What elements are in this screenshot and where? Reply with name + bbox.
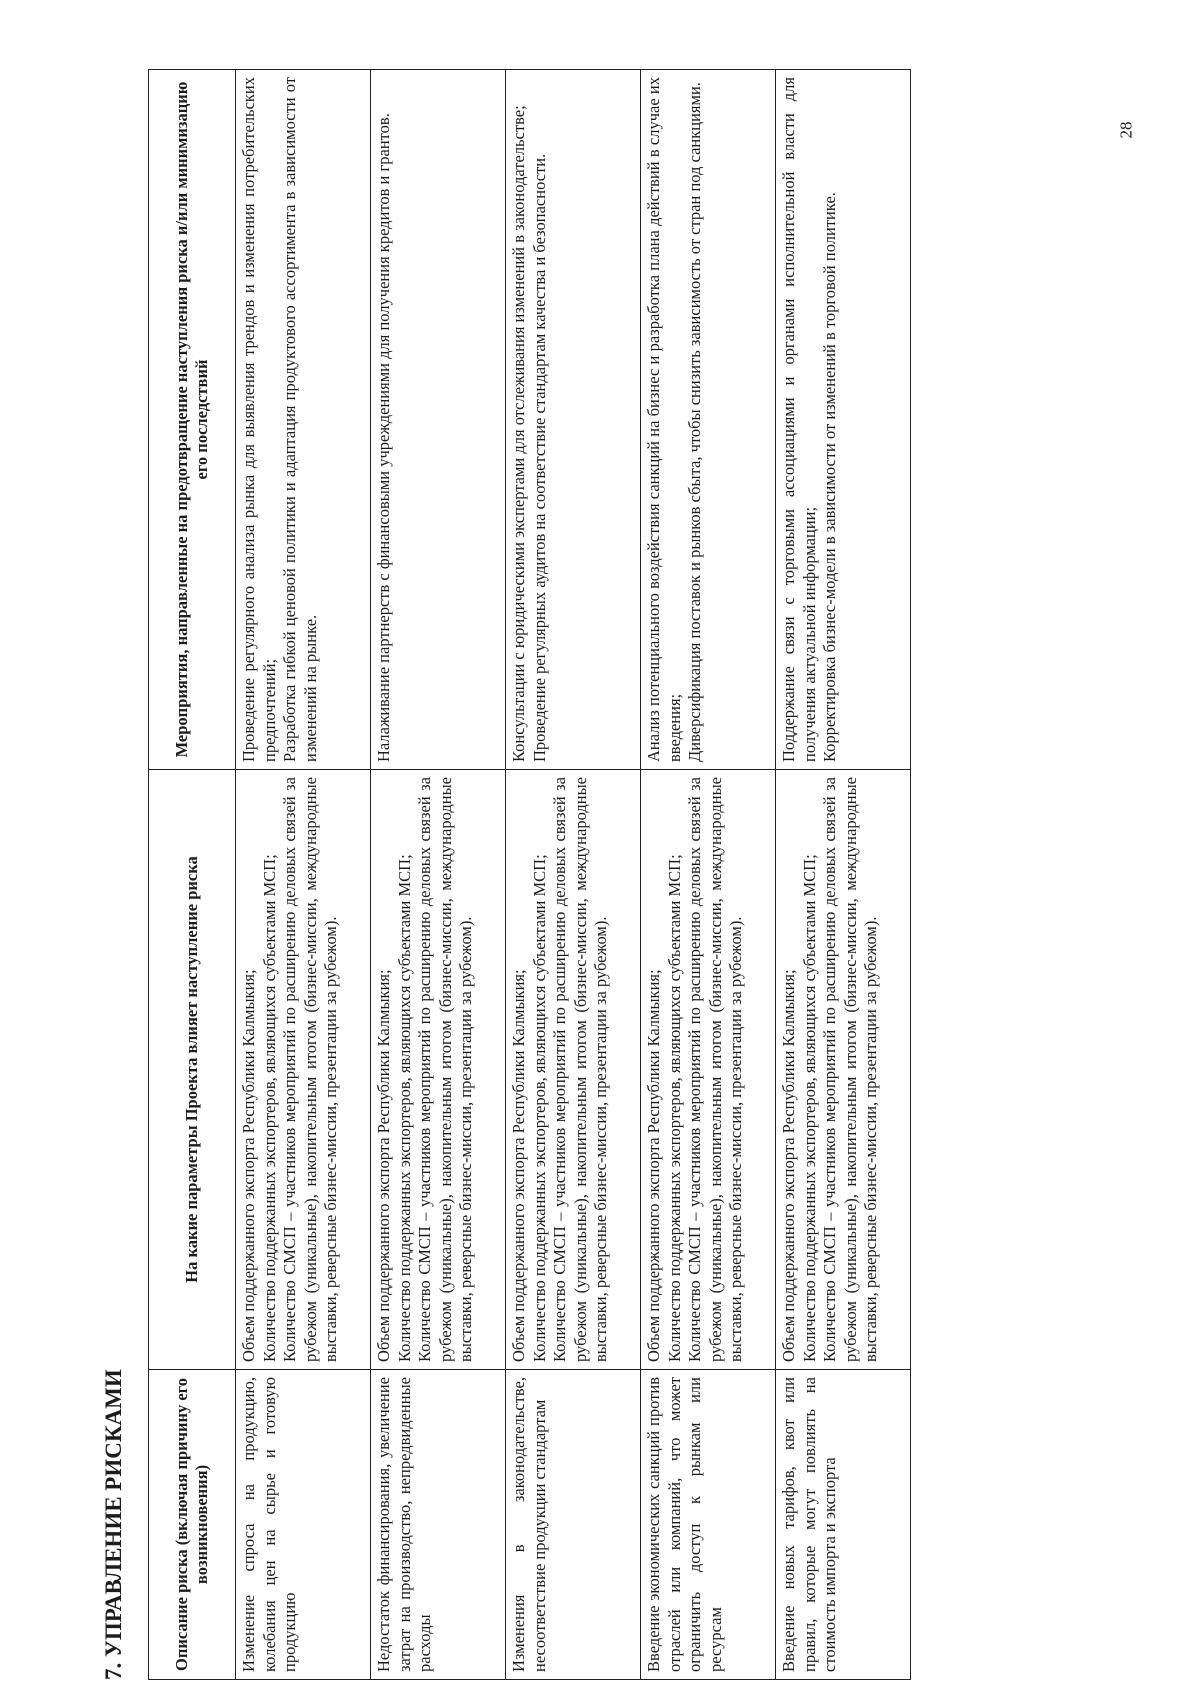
parameter-line: Количество СМСП – участников мероприятий по расширению деловых связей за рубежом (уникальные), накопительным итогом (бизнес-миссии, международные выставки, реверсные бизнес-миссии, презентации за рубежом). <box>415 777 475 1362</box>
header-mitigation-measures: Мероприятия, направленные на предотвращение наступления риска и/или минимизацию его последствий <box>149 70 236 770</box>
measure-line: Разработка гибкой ценовой политики и адаптация продуктового ассортимента в зависимости от изменений на рынке. <box>280 77 320 762</box>
mitigation-measures-cell <box>236 70 371 770</box>
measure-line: Анализ потенциального воздействия санкций на бизнес и разработка плана действий в случае их введения; <box>644 77 684 762</box>
table-row <box>371 70 506 1680</box>
page-number: 28 <box>1116 121 1136 139</box>
parameter-line: Количество поддержанных экспортеров, являющихся субъектами МСП; <box>799 854 819 1362</box>
risk-description-cell: Изменения в законодательстве, несоответствие продукции стандартам <box>506 1370 641 1680</box>
measure-line: Консультации с юридическими экспертами для отслеживания изменений в законодательстве; <box>509 105 528 762</box>
parameter-line: Количество СМСП – участников мероприятий по расширению деловых связей за рубежом (уникальные), накопительным итогом (бизнес-миссии, международные выставки, реверсные бизнес-миссии, презентации за рубежом). <box>550 777 610 1362</box>
table-row <box>236 70 371 1680</box>
measure-line: Проведение регулярного анализа рынка для выявления трендов и изменения потребительских предпочтений; <box>239 77 279 762</box>
risk-description-cell: Введение экономических санкций против отраслей или компаний, что может ограничить доступ к рынкам или ресурсам <box>641 1370 776 1680</box>
affected-parameters-cell <box>506 770 641 1370</box>
affected-parameters-cell <box>641 770 776 1370</box>
parameter-line: Количество СМСП – участников мероприятий по расширению деловых связей за рубежом (уникальные), накопительным итогом (бизнес-миссии, международные выставки, реверсные бизнес-миссии, презентации за рубежом). <box>280 777 340 1362</box>
measure-line: Диверсификация поставок и рынков сбыта, чтобы снизить зависимость от стран под санкциями. <box>685 82 704 762</box>
parameter-line: Объем поддержанного экспорта Республики Калмыкия; <box>779 969 798 1362</box>
measure-line: Поддержание связи с торговыми ассоциациями и органами исполнительной власти для получения актуальной информации; <box>779 77 819 762</box>
parameter-line: Количество поддержанных экспортеров, являющихся субъектами МСП; <box>529 854 549 1362</box>
rotated-page-content <box>90 60 1090 1680</box>
affected-parameters-cell <box>371 770 506 1370</box>
table-header-row <box>149 70 236 1680</box>
parameter-line: Количество поддержанных экспортеров, являющихся субъектами МСП; <box>394 854 414 1362</box>
mitigation-measures-cell <box>641 70 776 770</box>
parameter-line: Количество СМСП – участников мероприятий по расширению деловых связей за рубежом (уникальные), накопительным итогом (бизнес-миссии, международные выставки, реверсные бизнес-миссии, презентации за рубежом). <box>820 777 880 1362</box>
table-row <box>776 70 911 1680</box>
risk-description-cell: Недостаток финансирования, увеличение затрат на производство, непредвиденные расходы <box>371 1370 506 1680</box>
risk-description-cell: Введение новых тарифов, квот или правил, которые могут повлиять на стоимость импорта и экспорта <box>776 1370 911 1680</box>
header-risk-description: Описание риска (включая причину его возникновения) <box>149 1370 236 1680</box>
affected-parameters-cell <box>236 770 371 1370</box>
parameter-line: Объем поддержанного экспорта Республики Калмыкия; <box>374 969 393 1362</box>
mitigation-measures-cell <box>776 70 911 770</box>
parameter-line: Количество СМСП – участников мероприятий по расширению деловых связей за рубежом (уникальные), накопительным итогом (бизнес-миссии, международные выставки, реверсные бизнес-миссии, презентации за рубежом). <box>685 777 745 1362</box>
parameter-line: Объем поддержанного экспорта Республики Калмыкия; <box>239 969 258 1362</box>
risk-description-cell: Изменение спроса на продукцию, колебания цен на сырье и готовую продукцию <box>236 1370 371 1680</box>
table-row <box>641 70 776 1680</box>
affected-parameters-cell <box>776 770 911 1370</box>
mitigation-measures-cell <box>371 70 506 770</box>
table-row <box>506 70 641 1680</box>
risk-management-table <box>148 69 911 1680</box>
section-title: 7. УПРАВЛЕНИЕ РИСКАМИ <box>101 1369 126 1680</box>
measure-line: Корректировка бизнес-модели в зависимости от изменений в торговой политике. <box>820 192 839 762</box>
mitigation-measures-cell <box>506 70 641 770</box>
parameter-line: Объем поддержанного экспорта Республики Калмыкия; <box>509 969 528 1362</box>
header-affected-parameters: На какие параметры Проекта влияет наступление риска <box>149 770 236 1370</box>
measure-line: Проведение регулярных аудитов на соответствие стандартам качества и безопасности. <box>529 153 549 762</box>
parameter-line: Объем поддержанного экспорта Республики Калмыкия; <box>644 969 663 1362</box>
parameter-line: Количество поддержанных экспортеров, являющихся субъектами МСП; <box>664 854 684 1362</box>
parameter-line: Количество поддержанных экспортеров, являющихся субъектами МСП; <box>259 854 279 1362</box>
measure-line: Налаживание партнерств с финансовыми учреждениями для получения кредитов и грантов. <box>374 113 393 762</box>
